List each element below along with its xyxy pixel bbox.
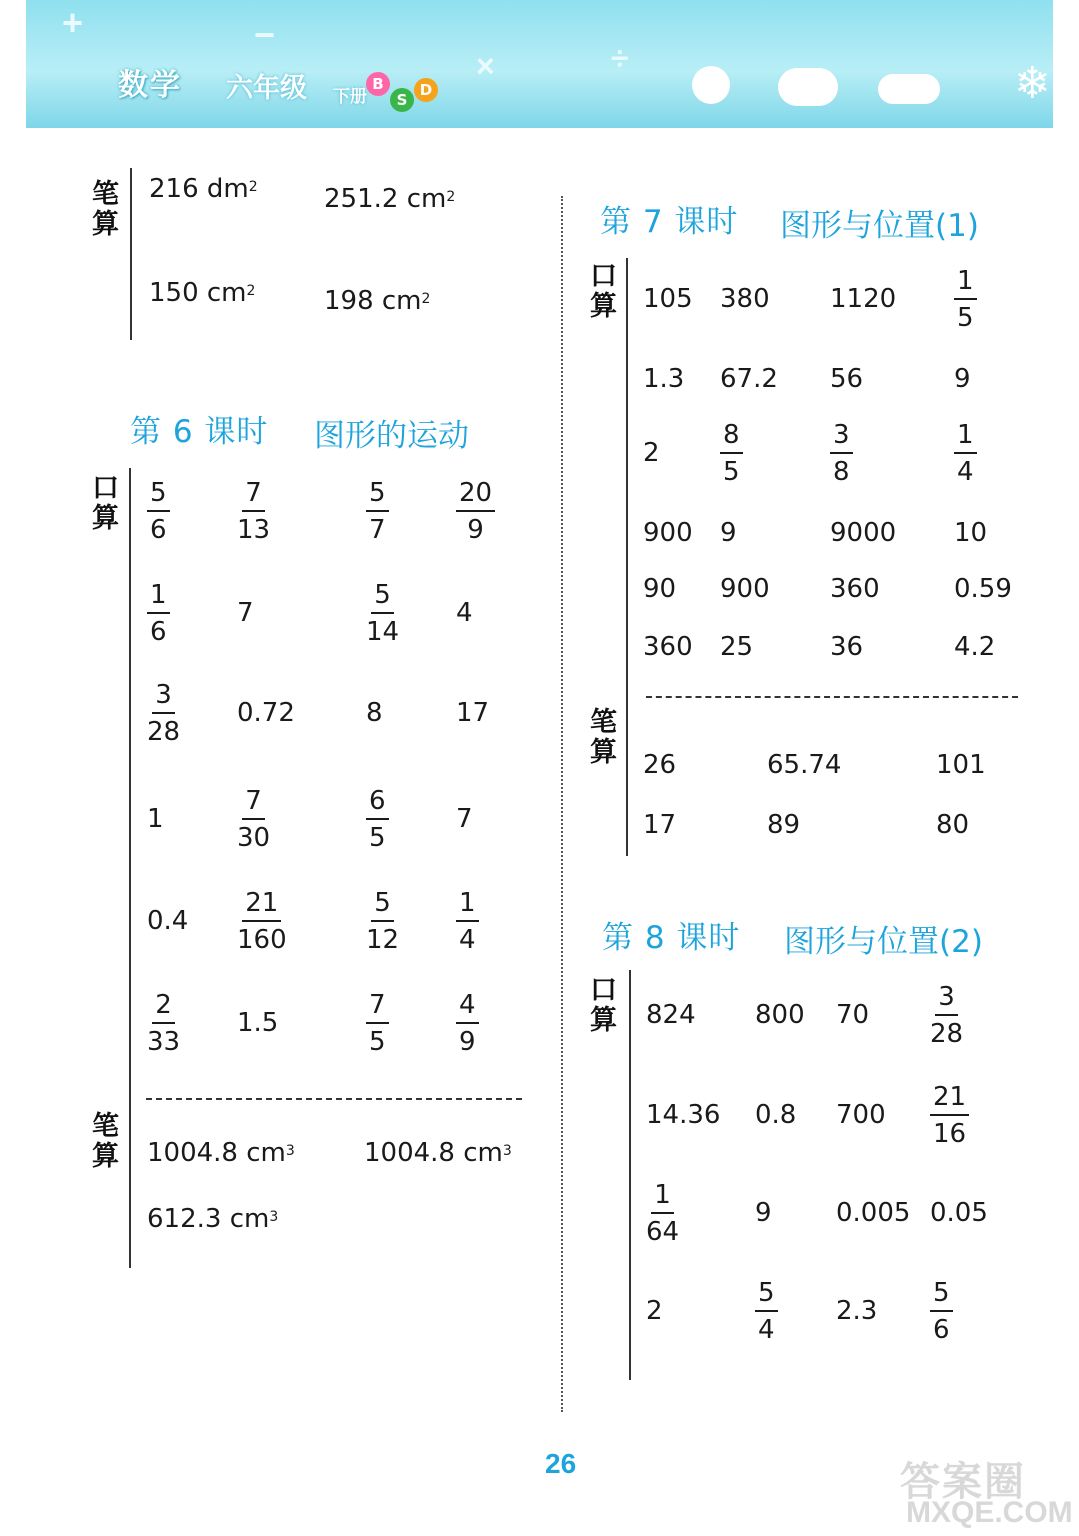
fraction-numerator: 5 <box>366 478 389 512</box>
fraction-numerator: 8 <box>720 420 743 454</box>
answer-value: 65.74 <box>767 750 842 780</box>
answer-value: 90 <box>643 574 677 604</box>
grade-title: 六年级 <box>226 73 307 104</box>
answer-value: 67.2 <box>720 364 778 394</box>
answer-value: 10 <box>954 518 988 548</box>
answer-fraction <box>456 990 479 1057</box>
answer-fraction <box>830 420 853 487</box>
answer-value: 70 <box>836 1000 870 1030</box>
answer-value: 89 <box>767 810 801 840</box>
fraction-denominator: 4 <box>957 457 974 487</box>
fraction-denominator: 160 <box>237 925 287 955</box>
fraction-denominator: 28 <box>147 717 181 747</box>
fraction-denominator: 13 <box>237 515 271 545</box>
label-bisuan: 笔算 <box>92 1111 119 1172</box>
answer-fraction <box>237 888 287 955</box>
answer-fraction <box>720 420 743 487</box>
fraction-numerator: 1 <box>651 1180 674 1214</box>
answer-value: 1 <box>147 804 164 834</box>
answer-fraction <box>147 990 180 1057</box>
answer-fraction <box>366 580 399 647</box>
cloud-icon <box>778 68 838 106</box>
fraction-denominator: 6 <box>150 515 167 545</box>
page-number: 26 <box>545 1448 577 1479</box>
lesson-number: 第 8 课时 <box>602 920 741 956</box>
answer-value: 0.72 <box>237 698 295 728</box>
fraction-denominator: 30 <box>237 823 271 853</box>
answer-value: 1.5 <box>237 1008 279 1038</box>
answer-value: 900 <box>720 574 770 604</box>
fraction-numerator: 21 <box>930 1082 969 1116</box>
fraction-denominator: 9 <box>459 1027 476 1057</box>
badge-s: S <box>390 88 414 112</box>
lesson-topic: 图形与位置(2) <box>784 924 983 960</box>
minus-icon: − <box>254 14 276 55</box>
answer-value: 198 $cm^2$ <box>324 286 431 316</box>
answer-fraction <box>237 478 270 545</box>
answer-value: 2 <box>646 1296 663 1326</box>
answer-fraction <box>930 1082 969 1149</box>
answer-value: 26 <box>643 750 677 780</box>
fraction-denominator: 4 <box>459 925 476 955</box>
answer-value: 800 <box>755 1000 805 1030</box>
header-banner <box>26 0 1053 128</box>
section-title-lesson8 <box>602 912 983 960</box>
answer-value: 0.8 <box>755 1100 797 1130</box>
fraction-denominator: 14 <box>366 617 400 647</box>
fraction-denominator: 4 <box>758 1315 775 1345</box>
label-kousuan: 口算 <box>590 261 617 322</box>
column-divider <box>561 196 563 1412</box>
answer-value: 900 <box>643 518 693 548</box>
answer-fraction <box>147 478 170 545</box>
answer-value: 25 <box>720 632 754 662</box>
answer-value: 17 <box>456 698 490 728</box>
column-rule <box>626 258 628 856</box>
divide-icon: ÷ <box>611 40 629 76</box>
answer-value: 4.2 <box>954 632 996 662</box>
answer-value: 0.59 <box>954 574 1012 604</box>
fraction-denominator: 64 <box>646 1217 680 1247</box>
answer-value: 216 $dm^2$ <box>149 174 258 204</box>
fraction-denominator: 5 <box>369 1027 386 1057</box>
answer-value: 17 <box>643 810 677 840</box>
plus-icon: + <box>62 2 84 43</box>
answer-value: 105 <box>643 284 693 314</box>
answer-fraction <box>366 478 389 545</box>
answer-value: 150 $cm^2$ <box>149 278 256 308</box>
answer-value: 1120 <box>830 284 897 314</box>
fraction-numerator: 5 <box>371 580 394 614</box>
fraction-numerator: 3 <box>935 982 958 1016</box>
answer-value: 360 <box>830 574 880 604</box>
fraction-denominator: 6 <box>933 1315 950 1345</box>
badge-d: D <box>414 78 438 102</box>
label-bisuan: 笔算 <box>590 707 617 768</box>
answer-value: 9 <box>954 364 971 394</box>
fraction-denominator: 8 <box>833 457 850 487</box>
volume-label: 下册 <box>333 87 367 107</box>
answer-fraction <box>755 1278 778 1345</box>
fraction-denominator: 33 <box>147 1027 181 1057</box>
label-kousuan: 口算 <box>590 975 617 1036</box>
fraction-denominator: 5 <box>369 823 386 853</box>
answer-value: 1.3 <box>643 364 685 394</box>
answer-fraction <box>930 982 963 1049</box>
answer-value: 7 <box>237 598 254 628</box>
fraction-denominator: 5 <box>957 303 974 333</box>
answer-fraction <box>646 1180 679 1247</box>
fraction-numerator: 3 <box>830 420 853 454</box>
lesson-topic: 图形的运动 <box>314 418 469 454</box>
watermark-url: MXQE.COM <box>906 1496 1073 1529</box>
fraction-numerator: 3 <box>152 680 175 714</box>
answer-value: 7 <box>456 804 473 834</box>
watermark-logo: 答案圈 <box>900 1459 1026 1505</box>
fraction-numerator: 7 <box>366 990 389 1024</box>
answer-fraction <box>456 478 495 545</box>
answer-fraction <box>147 680 180 747</box>
answer-value: 0.05 <box>930 1198 988 1228</box>
section-divider <box>146 1098 522 1100</box>
fraction-denominator: 6 <box>150 617 167 647</box>
fraction-numerator: 5 <box>930 1278 953 1312</box>
column-rule <box>129 468 131 1268</box>
snowflake-icon: ❄ <box>1014 59 1051 108</box>
answer-value: 1004.8 $cm^3$ <box>147 1138 295 1168</box>
badge-b: B <box>366 72 390 96</box>
fraction-denominator: 28 <box>930 1019 964 1049</box>
answer-fraction <box>147 580 170 647</box>
answer-value: 0.4 <box>147 906 189 936</box>
fraction-denominator: 16 <box>933 1119 967 1149</box>
rain-cloud-icon <box>878 74 940 104</box>
fraction-numerator: 7 <box>242 786 265 820</box>
answer-value: 824 <box>646 1000 696 1030</box>
subject-title: 数学 <box>118 68 182 103</box>
answer-value: 380 <box>720 284 770 314</box>
section-divider <box>646 696 1018 698</box>
answer-value: 80 <box>936 810 970 840</box>
fraction-numerator: 1 <box>954 266 977 300</box>
fraction-numerator: 1 <box>954 420 977 454</box>
fraction-denominator: 9 <box>467 515 484 545</box>
fraction-numerator: 5 <box>755 1278 778 1312</box>
answer-value: 0.005 <box>836 1198 911 1228</box>
answer-value: 1004.8 $cm^3$ <box>364 1138 512 1168</box>
lesson-number: 第 6 课时 <box>130 414 269 450</box>
column-rule <box>130 168 132 340</box>
answer-value: 9 <box>755 1198 772 1228</box>
answer-fraction <box>366 990 389 1057</box>
answer-value: 9 <box>720 518 737 548</box>
fraction-numerator: 5 <box>147 478 170 512</box>
sun-icon <box>692 66 730 104</box>
answer-value: 9000 <box>830 518 897 548</box>
section-title-lesson6 <box>130 406 469 454</box>
answer-value: 2 <box>643 438 660 468</box>
lesson-topic: 图形与位置(1) <box>780 208 979 244</box>
answer-fraction <box>456 888 479 955</box>
answer-fraction <box>954 420 977 487</box>
section-title-lesson7 <box>600 196 979 244</box>
fraction-numerator: 20 <box>456 478 495 512</box>
answer-value: 56 <box>830 364 864 394</box>
answer-value: 700 <box>836 1100 886 1130</box>
answer-value: 251.2 $cm^2$ <box>324 184 456 214</box>
fraction-denominator: 5 <box>723 457 740 487</box>
answer-value: 14.36 <box>646 1100 721 1130</box>
fraction-denominator: 12 <box>366 925 400 955</box>
fraction-numerator: 1 <box>147 580 170 614</box>
fraction-numerator: 6 <box>366 786 389 820</box>
fraction-numerator: 21 <box>242 888 281 922</box>
answer-value: 360 <box>643 632 693 662</box>
answer-fraction <box>930 1278 953 1345</box>
answer-value: 612.3 $cm^3$ <box>147 1204 279 1234</box>
fraction-numerator: 4 <box>456 990 479 1024</box>
lesson-number: 第 7 课时 <box>600 204 739 240</box>
answer-value: 2.3 <box>836 1296 878 1326</box>
label-bisuan: 笔算 <box>92 179 119 240</box>
answer-fraction <box>366 888 399 955</box>
answer-fraction <box>366 786 389 853</box>
fraction-numerator: 1 <box>456 888 479 922</box>
fraction-numerator: 7 <box>242 478 265 512</box>
answer-value: 8 <box>366 698 383 728</box>
label-kousuan: 口算 <box>92 473 119 534</box>
column-rule <box>629 970 631 1380</box>
answer-value: 36 <box>830 632 864 662</box>
fraction-numerator: 2 <box>152 990 175 1024</box>
times-icon: × <box>476 48 495 84</box>
fraction-denominator: 7 <box>369 515 386 545</box>
answer-fraction <box>954 266 977 333</box>
fraction-numerator: 5 <box>371 888 394 922</box>
answer-value: 101 <box>936 750 986 780</box>
answer-fraction <box>237 786 270 853</box>
answer-value: 4 <box>456 598 473 628</box>
